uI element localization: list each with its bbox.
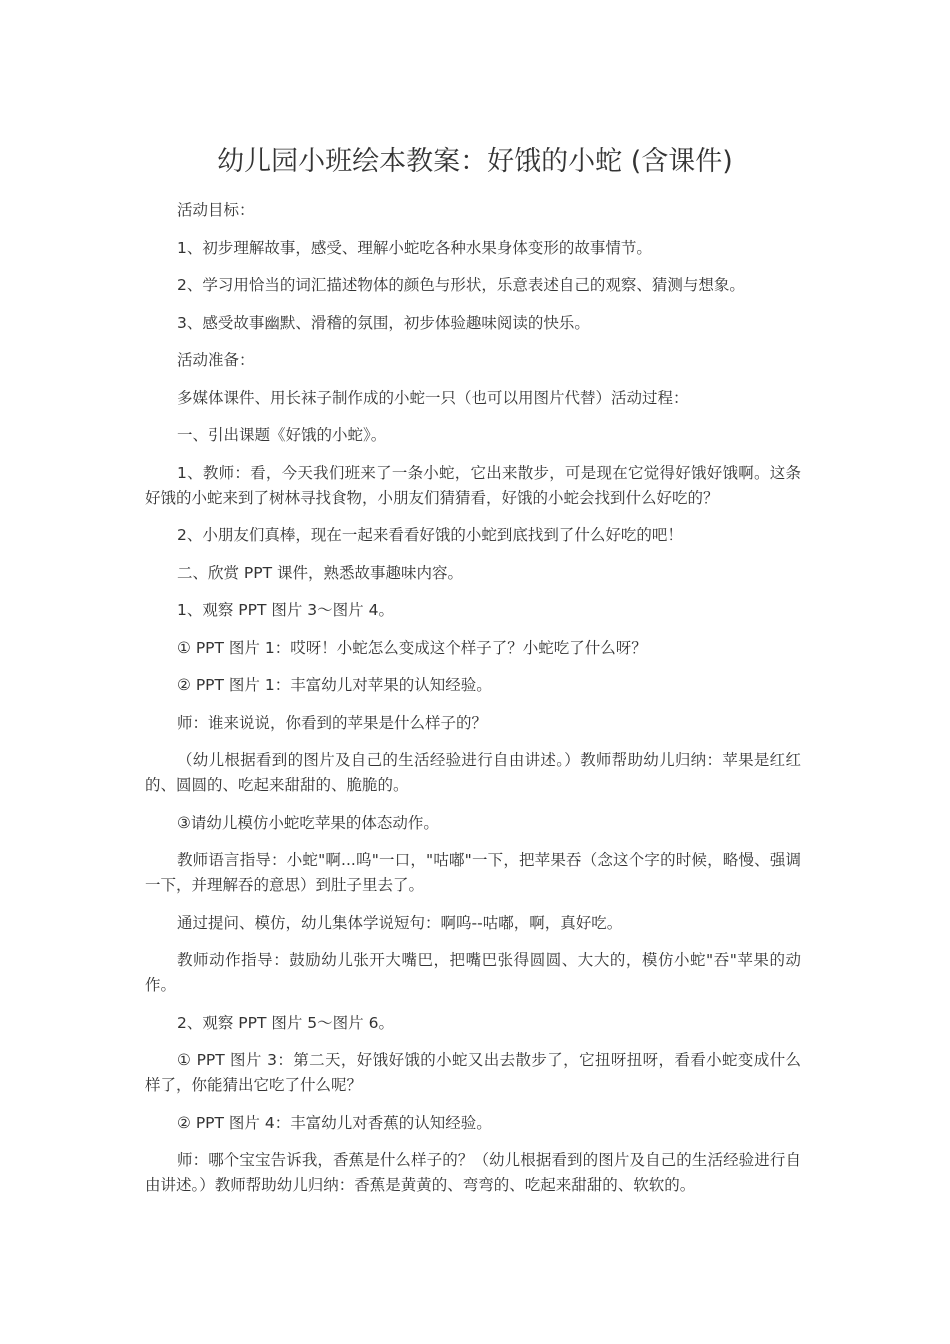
paragraph: 2、小朋友们真棒，现在一起来看看好饿的小蛇到底找到了什么好吃的吧！ <box>177 526 683 544</box>
paragraph: 多媒体课件、用长袜子制作成的小蛇一只（也可以用图片代替）活动过程： <box>177 388 689 407</box>
paragraph: 教师语言指导：小蛇"啊...呜"一口，"咕嘟"一下，把苹果吞（念这个字的时候，略慢、强调一下，并理解吞的意思）到肚子里去了。 <box>145 851 801 894</box>
paragraph: （幼儿根据看到的图片及自己的生活经验进行自由讲述。）教师帮助幼儿归纳：苹果是红红的、圆圆的、吃起来甜甜的、脆脆的。 <box>145 751 801 794</box>
paragraph: 活动准备： <box>177 351 255 369</box>
paragraph: 通过提问、模仿，幼儿集体学说短句：啊呜--咕嘟，啊，真好吃。 <box>177 913 623 932</box>
paragraph: ② PPT 图片 1：丰富幼儿对苹果的认知经验。 <box>177 676 492 694</box>
paragraph: 一、引出课题《好饿的小蛇》。 <box>177 426 387 444</box>
paragraph: 2、观察 PPT 图片 5～图片 6。 <box>177 1013 394 1032</box>
paragraph: 3、感受故事幽默、滑稽的氛围，初步体验趣味阅读的快乐。 <box>177 313 590 332</box>
paragraph: ② PPT 图片 4：丰富幼儿对香蕉的认知经验。 <box>177 1113 492 1132</box>
paragraph: 活动目标： <box>177 201 255 219</box>
paragraph: 师：谁来说说，你看到的苹果是什么样子的？ <box>177 713 488 732</box>
document-title: 幼儿园小班绘本教案：好饿的小蛇 (含课件) <box>217 146 733 177</box>
paragraph: 1、观察 PPT 图片 3～图片 4。 <box>177 601 394 619</box>
paragraph: ③请幼儿模仿小蛇吃苹果的体态动作。 <box>177 813 439 832</box>
paragraph: ① PPT 图片 3：第二天，好饿好饿的小蛇又出去散步了，它扭呀扭呀，看看小蛇变成什么样了，你能猜出它吃了什么呢？ <box>145 1051 801 1094</box>
paragraph: 1、教师：看，今天我们班来了一条小蛇，它出来散步，可是现在它觉得好饿好饿啊。这条好饿的小蛇来到了树林寻找食物，小朋友们猜猜看，好饿的小蛇会找到什么好吃的？ <box>145 463 801 507</box>
paragraph: 教师动作指导：鼓励幼儿张开大嘴巴，把嘴巴张得圆圆、大大的，模仿小蛇"吞"苹果的动作。 <box>145 951 801 994</box>
paragraph: 二、欣赏 PPT 课件，熟悉故事趣味内容。 <box>177 563 464 582</box>
paragraph: 师：哪个宝宝告诉我，香蕉是什么样子的？（幼儿根据看到的图片及自己的生活经验进行自由讲述。）教师帮助幼儿归纳：香蕉是黄黄的、弯弯的、吃起来甜甜的、软软的。 <box>145 1151 801 1194</box>
paragraph: 1、初步理解故事，感受、理解小蛇吃各种水果身体变形的故事情节。 <box>177 238 652 257</box>
document-body <box>145 198 801 1211</box>
paragraph: 2、学习用恰当的词汇描述物体的颜色与形状，乐意表述自己的观察、猜测与想象。 <box>177 276 745 294</box>
paragraph: ① PPT 图片 1：哎呀！小蛇怎么变成这个样子了？小蛇吃了什么呀？ <box>177 638 647 657</box>
